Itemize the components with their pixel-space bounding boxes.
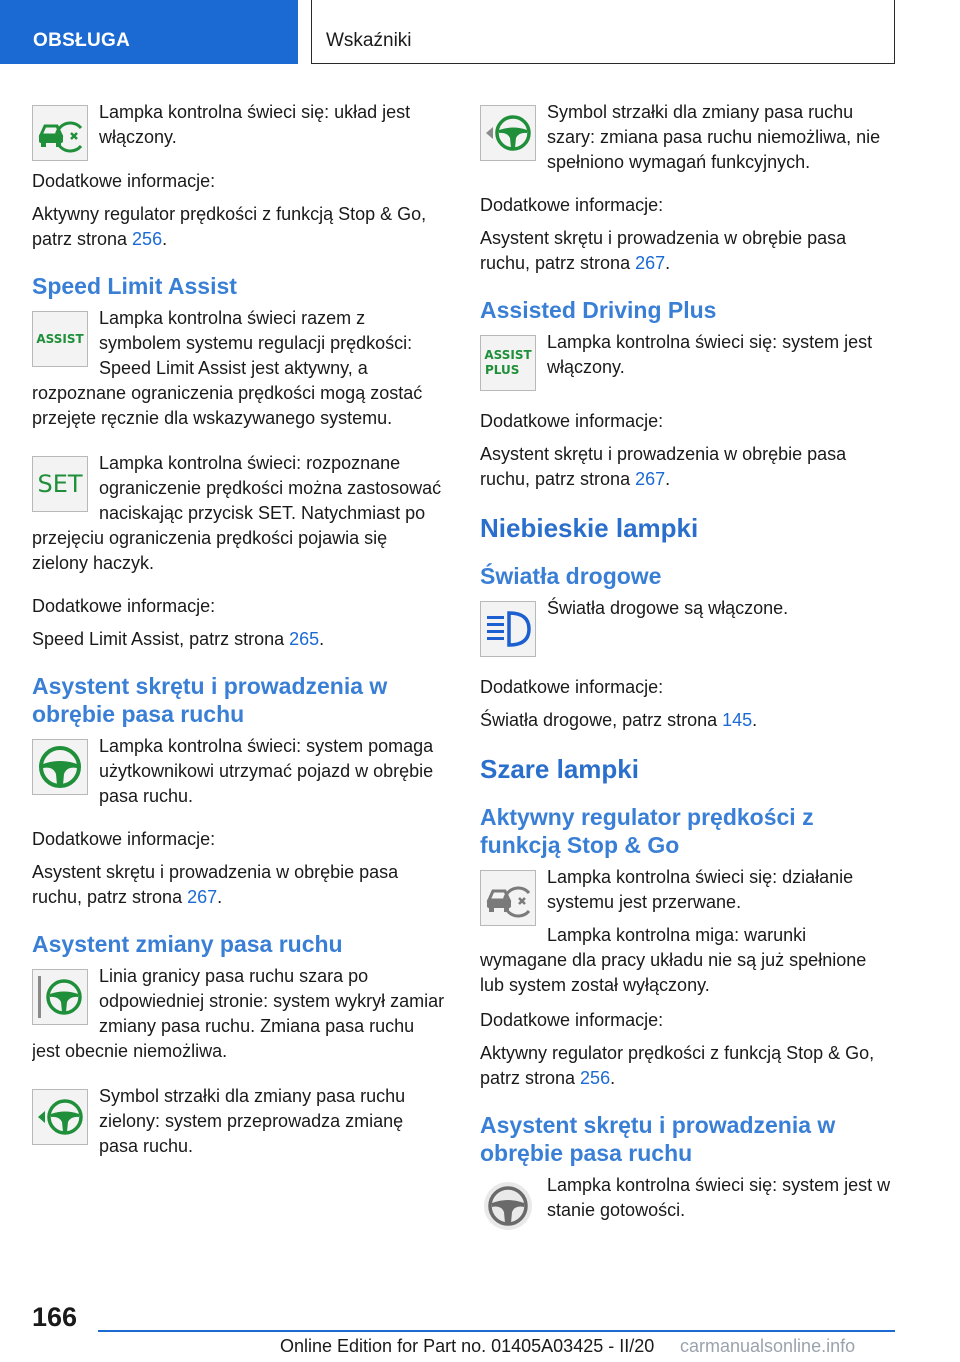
info-label: Dodatkowe informacje: bbox=[480, 1010, 664, 1030]
indicator-high-beam bbox=[480, 596, 895, 657]
set-icon: SET bbox=[32, 456, 88, 512]
acc-green-icon bbox=[32, 105, 88, 161]
footer-divider bbox=[98, 1330, 895, 1332]
reference: Asystent skrętu i prowadzenia w obrębie pasa ruchu, patrz strona 267. bbox=[480, 444, 847, 489]
assist-plus-icon: ASSIST PLUS bbox=[480, 335, 536, 391]
section-tab bbox=[0, 0, 298, 64]
body-text: Lampka kontrolna świeci się: działanie systemu jest przerwane. bbox=[547, 867, 854, 912]
heading-assisted-driving-plus: Assisted Driving Plus bbox=[480, 297, 717, 323]
indicator-lane-keeping bbox=[32, 734, 447, 809]
indicator-acc-grey bbox=[480, 865, 895, 998]
page-link[interactable]: 256 bbox=[132, 229, 163, 249]
steering-wheel-grey-icon bbox=[480, 1178, 536, 1234]
indicator-lane-change-grey-arrow bbox=[480, 100, 895, 175]
reference: Aktywny regulator prędkości z funkcją Stop & Go, patrz strona 256. bbox=[480, 1043, 875, 1088]
body-text: Lampka kontrolna świeci się: system jest włączony. bbox=[547, 332, 873, 377]
high-beam-icon bbox=[480, 601, 536, 657]
page-link[interactable]: 265 bbox=[289, 629, 320, 649]
heading-lane-assist: Asystent skrętu i prowadzenia w obrębie pasa ruchu bbox=[32, 673, 388, 727]
indicator-lane-change-green-arrow bbox=[32, 1084, 447, 1159]
reference: Asystent skrętu i prowadzenia w obrębie pasa ruchu, patrz strona 267. bbox=[32, 862, 399, 907]
reference: Aktywny regulator prędkości z funkcją Stop & Go, patrz strona 256. bbox=[32, 204, 427, 249]
indicator-set bbox=[32, 451, 447, 576]
watermark: carmanualsonline.info bbox=[680, 1336, 856, 1356]
page-link[interactable]: 267 bbox=[635, 469, 666, 489]
assist-icon: ASSIST bbox=[32, 311, 88, 367]
section-label: OBSŁUGA bbox=[33, 30, 131, 51]
body-text: Linia granicy pasa ruchu szara po odpowiedniej stronie: system wykrył zamiar zmiany pasa ruchu. Zmiana pasa ruchu jest obecnie niemożliwa. bbox=[32, 966, 445, 1061]
heading-high-beam: Światła drogowe bbox=[480, 563, 662, 589]
page-link[interactable]: 267 bbox=[187, 887, 218, 907]
heading-blue-lamps: Niebieskie lampki bbox=[480, 513, 699, 543]
left-column bbox=[32, 100, 447, 1159]
lane-change-grey-line-icon bbox=[32, 969, 88, 1025]
indicator-assist-plus bbox=[480, 330, 895, 391]
body-text: Lampka kontrolna świeci: system pomaga użytkownikowi utrzymać pojazd w obrębie pasa ruchu. bbox=[99, 736, 434, 806]
info-label: Dodatkowe informacje: bbox=[32, 829, 216, 849]
info-label: Dodatkowe informacje: bbox=[480, 195, 664, 215]
indicator-acc-green bbox=[32, 100, 447, 161]
reference: Asystent skrętu i prowadzenia w obrębie pasa ruchu, patrz strona 267. bbox=[480, 228, 847, 273]
edition-text: Online Edition for Part no. 01405A03425 - II/20 bbox=[280, 1336, 655, 1356]
indicator-lane-standby bbox=[480, 1173, 895, 1234]
chapter-title: Wskaźniki bbox=[326, 30, 412, 51]
right-column bbox=[480, 100, 895, 1234]
body-text: Lampka kontrolna świeci się: układ jest włączony. bbox=[99, 102, 411, 147]
lane-change-green-arrow-icon bbox=[32, 1089, 88, 1145]
body-text-2: Lampka kontrolna miga: warunki wymagane dla pracy układu nie są już spełnione lub system został wyłączony. bbox=[480, 925, 867, 995]
page-number: 166 bbox=[32, 1302, 78, 1332]
heading-speed-limit-assist: Speed Limit Assist bbox=[32, 273, 237, 299]
indicator-assist bbox=[32, 306, 447, 431]
body-text: Symbol strzałki dla zmiany pasa ruchu szary: zmiana pasa ruchu niemożliwa, nie spełniono wymagań funkcyjnych. bbox=[547, 102, 881, 172]
info-label: Dodatkowe informacje: bbox=[480, 677, 664, 697]
heading-lane-assist-grey: Asystent skrętu i prowadzenia w obrębie pasa ruchu bbox=[480, 1112, 836, 1166]
indicator-lane-change-grey bbox=[32, 964, 447, 1064]
info-label: Dodatkowe informacje: bbox=[32, 596, 216, 616]
reference: Speed Limit Assist, patrz strona 265. bbox=[32, 629, 325, 649]
steering-wheel-green-icon bbox=[32, 739, 88, 795]
page-link[interactable]: 145 bbox=[722, 710, 753, 730]
info-label: Dodatkowe informacje: bbox=[480, 411, 664, 431]
chapter-header bbox=[311, 0, 895, 64]
body-text: Lampka kontrolna świeci się: system jest w stanie gotowości. bbox=[547, 1175, 891, 1220]
info-label: Dodatkowe informacje: bbox=[32, 171, 216, 191]
page-link[interactable]: 267 bbox=[635, 253, 666, 273]
page-link[interactable]: 256 bbox=[580, 1068, 611, 1088]
body-text: Lampka kontrolna świeci: rozpoznane ograniczenie prędkości można zastosować naciskając przycisk SET. Natychmiast po przejęciu ograniczenia prędkości pojawia się zielony haczyk. bbox=[32, 453, 442, 573]
heading-acc-stop-go: Aktywny regulator prędkości z funkcją Stop & Go bbox=[480, 804, 814, 858]
body-text: Lampka kontrolna świeci razem z symbolem systemu regulacji prędkości: Speed Limit Assist jest aktywny, a rozpoznane ograniczenia prędkości mogą zostać przejęte ręcznie dla wskazywanego systemu. bbox=[32, 308, 423, 428]
heading-lane-change: Asystent zmiany pasa ruchu bbox=[32, 931, 343, 957]
body-text: Symbol strzałki dla zmiany pasa ruchu zielony: system przeprowadza zmianę pasa ruchu. bbox=[99, 1086, 406, 1156]
acc-grey-icon bbox=[480, 870, 536, 926]
heading-grey-lamps: Szare lampki bbox=[480, 754, 639, 784]
reference: Światła drogowe, patrz strona 145. bbox=[480, 710, 758, 730]
body-text: Światła drogowe są włączone. bbox=[547, 598, 789, 618]
lane-change-grey-arrow-icon bbox=[480, 105, 536, 161]
